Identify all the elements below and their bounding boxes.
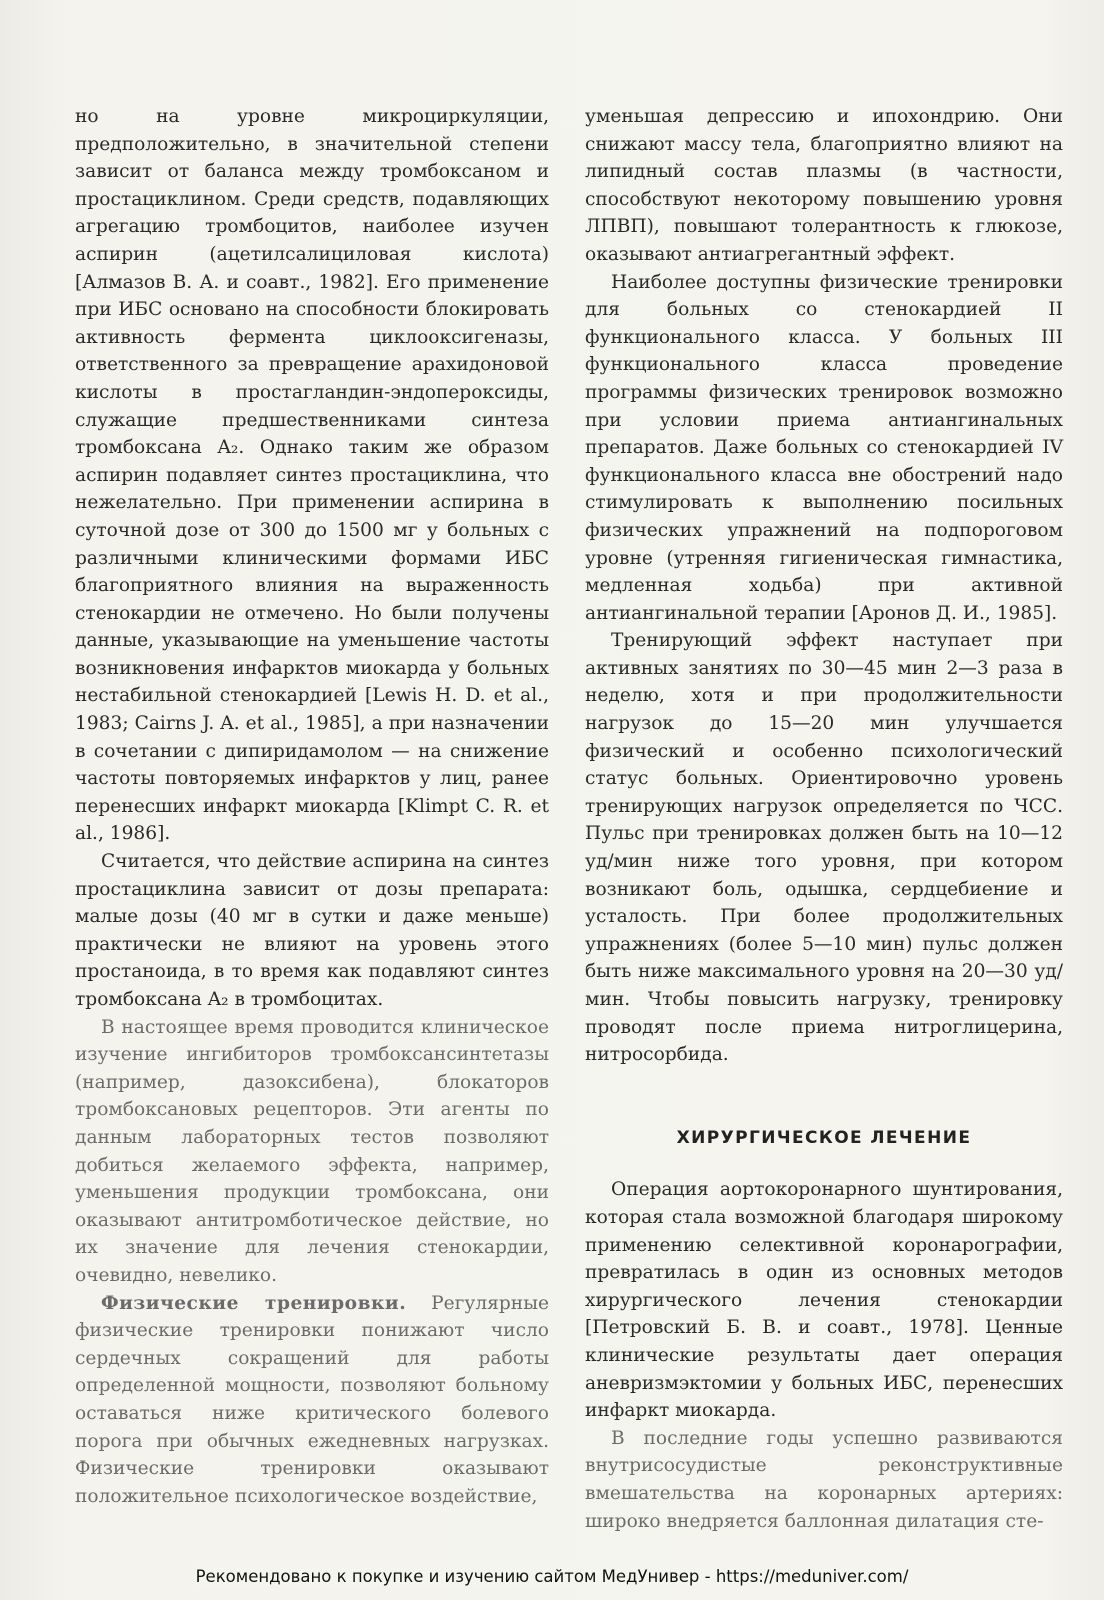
paragraph-training-regimen: Тренирующий эффект наступает при активных занятиях по 30—45 мин 2—3 раза в неделю, хотя и при продолжительности нагрузок до 15—20 мин улучшается физический и особенно психологический статус больных. Ориентировочно уровень тренирующих нагрузок определяется по ЧСС. Пульс при тренировках должен быть на 10—12 уд/мин ниже того уровня, при котором возникают боль, одышка, сердцебиение и усталость. При более продолжительных упражнениях (более 5—10 мин) пульс должен быть ниже максимального уровня на 20—30 уд/мин. Чтобы повысить нагрузку, тренировку проводят после приема нитроглицерина, нитросорбида.: [585, 630, 1063, 1066]
paragraph-physical-training-text: Регулярные физические тренировки понижают число сердечных сокращений для работы определенной мощности, позволяют больному оставаться ниже критического болевого порога при обычных ежедневных нагрузках. Физические тренировки оказывают положительное психологическое воздействие,: [75, 1292, 550, 1507]
footer-text: Рекомендовано к покупке и изучению сайтом МедУнивер - https://meduniver.com/: [195, 1567, 909, 1586]
paragraph-bypass-surgery: Операция аортокоронарного шунтирования, которая стала возможной благодаря широкому применению селективной коронарографии, превратилась в один из основных методов хирургического лечения стенокардии [Петровский Б. В. и соавт., 1978]. Ценные клинические результаты дает операция аневризмэктомии у больных ИБС, перенесших инфаркт миокарда.: [585, 1179, 1063, 1422]
footer-watermark: [0, 1567, 1104, 1586]
paragraph-antiplatelet: но на уровне микроциркуляции, предположительно, в значительной степени зависит от баланса между тромбоксаном и простациклином. Среди средств, подавляющих агрегацию тромбоцитов, наиболее изучен аспирин (ацетилсалициловая кислота) [Алмазов В. А. и соавт., 1982]. Его применение при ИБС основано на способности блокировать активность фермента циклооксигеназы, ответственного за превращение арахидоновой кислоты в простагландин-эндопероксиды, служащие предшественниками синтеза тромбоксана A₂. Однако таким же образом аспирин подавляет синтез простациклина, что нежелательно. При применении аспирина в суточной дозе от 300 до 1500 мг у больных с различными клиническими формами ИБС благоприятного влияния на выраженность стенокардии не отмечено. Но были получены данные, указывающие на уменьшение частоты возникновения инфарктов миокарда у больных нестабильной стенокардией [Lewis H. D. et al., 1983; Cairns J. A. et al., 1985], а при назначении в сочетании с дипиридамолом — на снижение частоты повторяемых инфарктов у лиц, ранее перенесших инфаркт миокарда [Klimpt C. R. et al., 1986].: [75, 106, 549, 845]
paragraph-training-effects: уменьшая депрессию и ипохондрию. Они снижают массу тела, благоприятно влияют на липидный состав плазмы (в частности, способствуют некоторому повышению уровня ЛПВП), повышают толерантность к глюкозе, оказывают антиагрегантный эффект.: [585, 106, 1063, 265]
paragraph-physical-training: [75, 1290, 549, 1511]
section-heading: ХИРУРГИЧЕСКОЕ ЛЕЧЕНИЕ: [676, 1127, 972, 1148]
right-column: [585, 103, 1063, 1535]
paragraph-training-classes: Наиболее доступны физические тренировки для больных со стенокардией II функционального класса. У больных III функционального класса проведение программы физических тренировок возможно при условии приема антиангинальных препаратов. Даже больных со стенокардией IV функционального класса вне обострений надо стимулировать к выполнению посильных физических упражнений на подпороговом уровне (утренняя гигиеническая гимнастика, медленная ходьба) при активной антиангинальной терапии [Аронов Д. И., 1985].: [585, 271, 1063, 624]
left-column: [75, 103, 549, 1510]
paragraph-aspirin-dose: Считается, что действие аспирина на синтез простациклина зависит от дозы препарата: малые дозы (40 мг в сутки и даже меньше) практически не влияют на уровень этого простаноида, в то время как подавляют синтез тромбоксана A₂ в тромбоцитах.: [75, 851, 549, 1010]
paragraph-thromboxane-inhibitors: В настоящее время проводится клиническое изучение ингибиторов тромбоксансинтетазы (например, дазоксибена), блокаторов тромбоксановых рецепторов. Эти агенты по данным лабораторных тестов позволяют добиться желаемого эффекта, например, уменьшения продукции тромбоксана, они оказывают антитромботическое действие, но их значение для лечения стенокардии, очевидно, невелико.: [75, 1016, 549, 1286]
paragraph-endovascular: В последние годы успешно развиваются внутрисосудистые реконструктивные вмешательства на коронарных артериях: широко внедряется баллонная дилатация сте-: [585, 1427, 1063, 1532]
paragraph-lead-heading: Физические тренировки.: [101, 1292, 407, 1314]
